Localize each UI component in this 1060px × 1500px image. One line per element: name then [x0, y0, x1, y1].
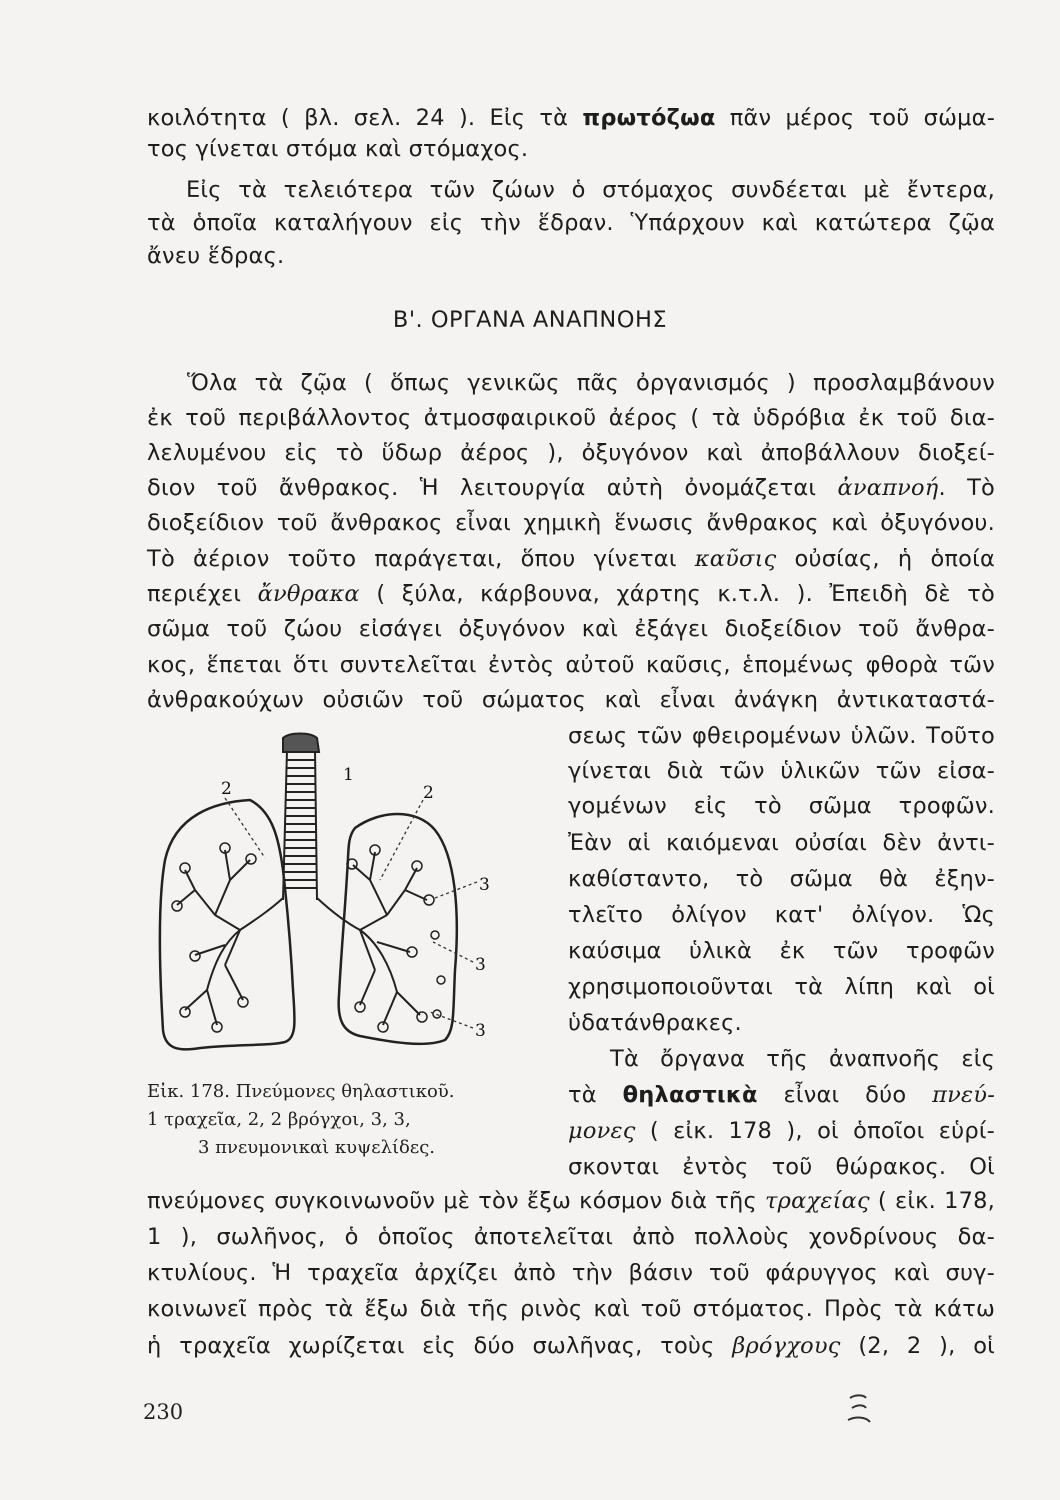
- text-line: πνεύμονες συγκοινωνοῦν μὲ τὸν ἔξω κόσμον διὰ τῆς τραχείας ( εἰκ. 178,: [147, 1188, 995, 1214]
- text-line: γομένων εἰς τὸ σῶμα τροφῶν.: [568, 793, 995, 819]
- figure-caption-line: Εἰκ. 178. Πνεύμονες θηλαστικοῦ.: [147, 1081, 455, 1102]
- text-line: λελυμένου εἰς τὸ ὕδωρ ἀέρος ), ὀξυγόνον καὶ ἀποβάλλουν διοξεί-: [147, 440, 995, 466]
- label-alveoli: 3: [479, 875, 490, 895]
- text-line: 1 ), σωλῆνος, ὁ ὁποῖος ἀποτελεῖται ἀπὸ πολλοὺς χονδρίνους δα-: [147, 1224, 995, 1250]
- label-alveoli: 3: [475, 955, 486, 975]
- label-bronchus-left: 2: [221, 779, 232, 799]
- text-line: κος, ἕπεται ὅτι συντελεῖται ἐντὸς αὐτοῦ καῦσις, ἑπομένως φθορὰ τῶν: [147, 652, 995, 678]
- text-line: κοιλότητα ( βλ. σελ. 24 ). Εἰς τὰ πρωτόζωα πᾶν μέρος τοῦ σώμα-: [147, 105, 996, 131]
- label-bronchus-right: 2: [423, 783, 434, 803]
- text-line: γίνεται διὰ τῶν ὑλικῶν τῶν εἰσα-: [568, 758, 995, 784]
- text-line: σῶμα τοῦ ζώου εἰσάγει ὀξυγόνον καὶ ἐξάγει διοξείδιον τοῦ ἄνθρα-: [147, 616, 995, 642]
- trachea: [283, 734, 319, 901]
- label-alveoli: 3: [475, 1021, 486, 1041]
- text-line: σκονται ἐντὸς τοῦ θώρακος. Οἱ: [568, 1154, 995, 1180]
- handwritten-mark-icon: [844, 1390, 874, 1430]
- text-line: περιέχει ἄνθρακα ( ξύλα, κάρβουνα, χάρτης κ.τ.λ. ). Ἐπειδὴ δὲ τὸ: [147, 581, 995, 607]
- lungs-figure: [155, 730, 515, 1070]
- text-line: μονες ( εἰκ. 178 ), οἱ ὁποῖοι εὑρί-: [568, 1118, 995, 1144]
- figure-caption-line: 3 πνευμονικαὶ κυψελίδες.: [198, 1137, 435, 1158]
- text-line: Τὰ ὄργανα τῆς ἀναπνοῆς εἰς: [610, 1046, 995, 1072]
- text-line: Τὸ ἀέριον τοῦτο παράγεται, ὅπου γίνεται καῦσις οὐσίας, ἡ ὁποία: [147, 546, 995, 572]
- text-line: τὰ θηλαστικὰ εἶναι δύο πνεύ-: [568, 1082, 995, 1108]
- text-line: τος γίνεται στόμα καὶ στόμαχος.: [147, 136, 529, 162]
- figure-caption-line: 1 τραχεῖα, 2, 2 βρόγχοι, 3, 3,: [147, 1109, 411, 1130]
- text-line: τλεῖτο ὀλίγον κατ' ὀλίγον. Ὡς: [568, 902, 995, 928]
- text-line: κοινωνεῖ πρὸς τὰ ἔξω διὰ τῆς ρινὸς καὶ τοῦ στόματος. Πρὸς τὰ κάτω: [147, 1296, 995, 1322]
- text-line: τὰ ὁποῖα καταλήγουν εἰς τὴν ἕδραν. Ὑπάρχουν καὶ κατώτερα ζῷα: [147, 210, 995, 236]
- text-line: διον τοῦ ἄνθρακος. Ἡ λειτουργία αὐτὴ ὀνομάζεται ἀναπνοή. Τὸ: [147, 475, 995, 501]
- text-line: ἄνευ ἕδρας.: [147, 243, 285, 269]
- text-line: Ἐὰν αἱ καιόμεναι οὐσίαι δὲν ἀντι-: [568, 830, 995, 856]
- page-number: 230: [143, 1400, 184, 1424]
- text-line: Εἰς τὰ τελειότερα τῶν ζώων ὁ στόμαχος συνδέεται μὲ ἔντερα,: [186, 177, 995, 203]
- text-line: ὑδατάνθρακες.: [568, 1010, 742, 1036]
- text-line: ἐκ τοῦ περιβάλλοντος ἀτμοσφαιρικοῦ ἀέρος ( τὰ ὑδρόβια ἐκ τοῦ δια-: [147, 405, 995, 431]
- text-line: κτυλίους. Ἡ τραχεῖα ἀρχίζει ἀπὸ τὴν βάσιν τοῦ φάρυγγος καὶ συγ-: [147, 1260, 995, 1286]
- section-heading: Β'. ΟΡΓΑΝΑ ΑΝΑΠΝΟΗΣ: [392, 307, 668, 333]
- text-line: διοξείδιον τοῦ ἄνθρακος εἶναι χημικὴ ἕνωσις ἄνθρακος καὶ ὀξυγόνου.: [147, 510, 995, 536]
- text-line: καύσιμα ὑλικὰ ἐκ τῶν τροφῶν: [568, 938, 995, 964]
- text-line: σεως τῶν φθειρομένων ὑλῶν. Τοῦτο: [568, 723, 995, 749]
- bronchi: [177, 850, 427, 1025]
- text-line: ἡ τραχεῖα χωρίζεται εἰς δύο σωλῆνας, τοὺς βρόγχους (2, 2 ), οἱ: [147, 1333, 995, 1359]
- text-line: καθίσταντο, τὸ σῶμα θὰ ἐξην-: [568, 866, 995, 892]
- label-trachea: 1: [343, 765, 354, 785]
- text-line: χρησιμοποιοῦνται τὰ λίπη καὶ οἱ: [568, 974, 995, 1000]
- text-line: Ὅλα τὰ ζῷα ( ὅπως γενικῶς πᾶς ὀργανισμός ) προσλαμβάνουν: [187, 370, 995, 396]
- text-line: ἀνθρακούχων οὐσιῶν τοῦ σώματος καὶ εἶναι ἀνάγκη ἀντικαταστά-: [147, 687, 995, 713]
